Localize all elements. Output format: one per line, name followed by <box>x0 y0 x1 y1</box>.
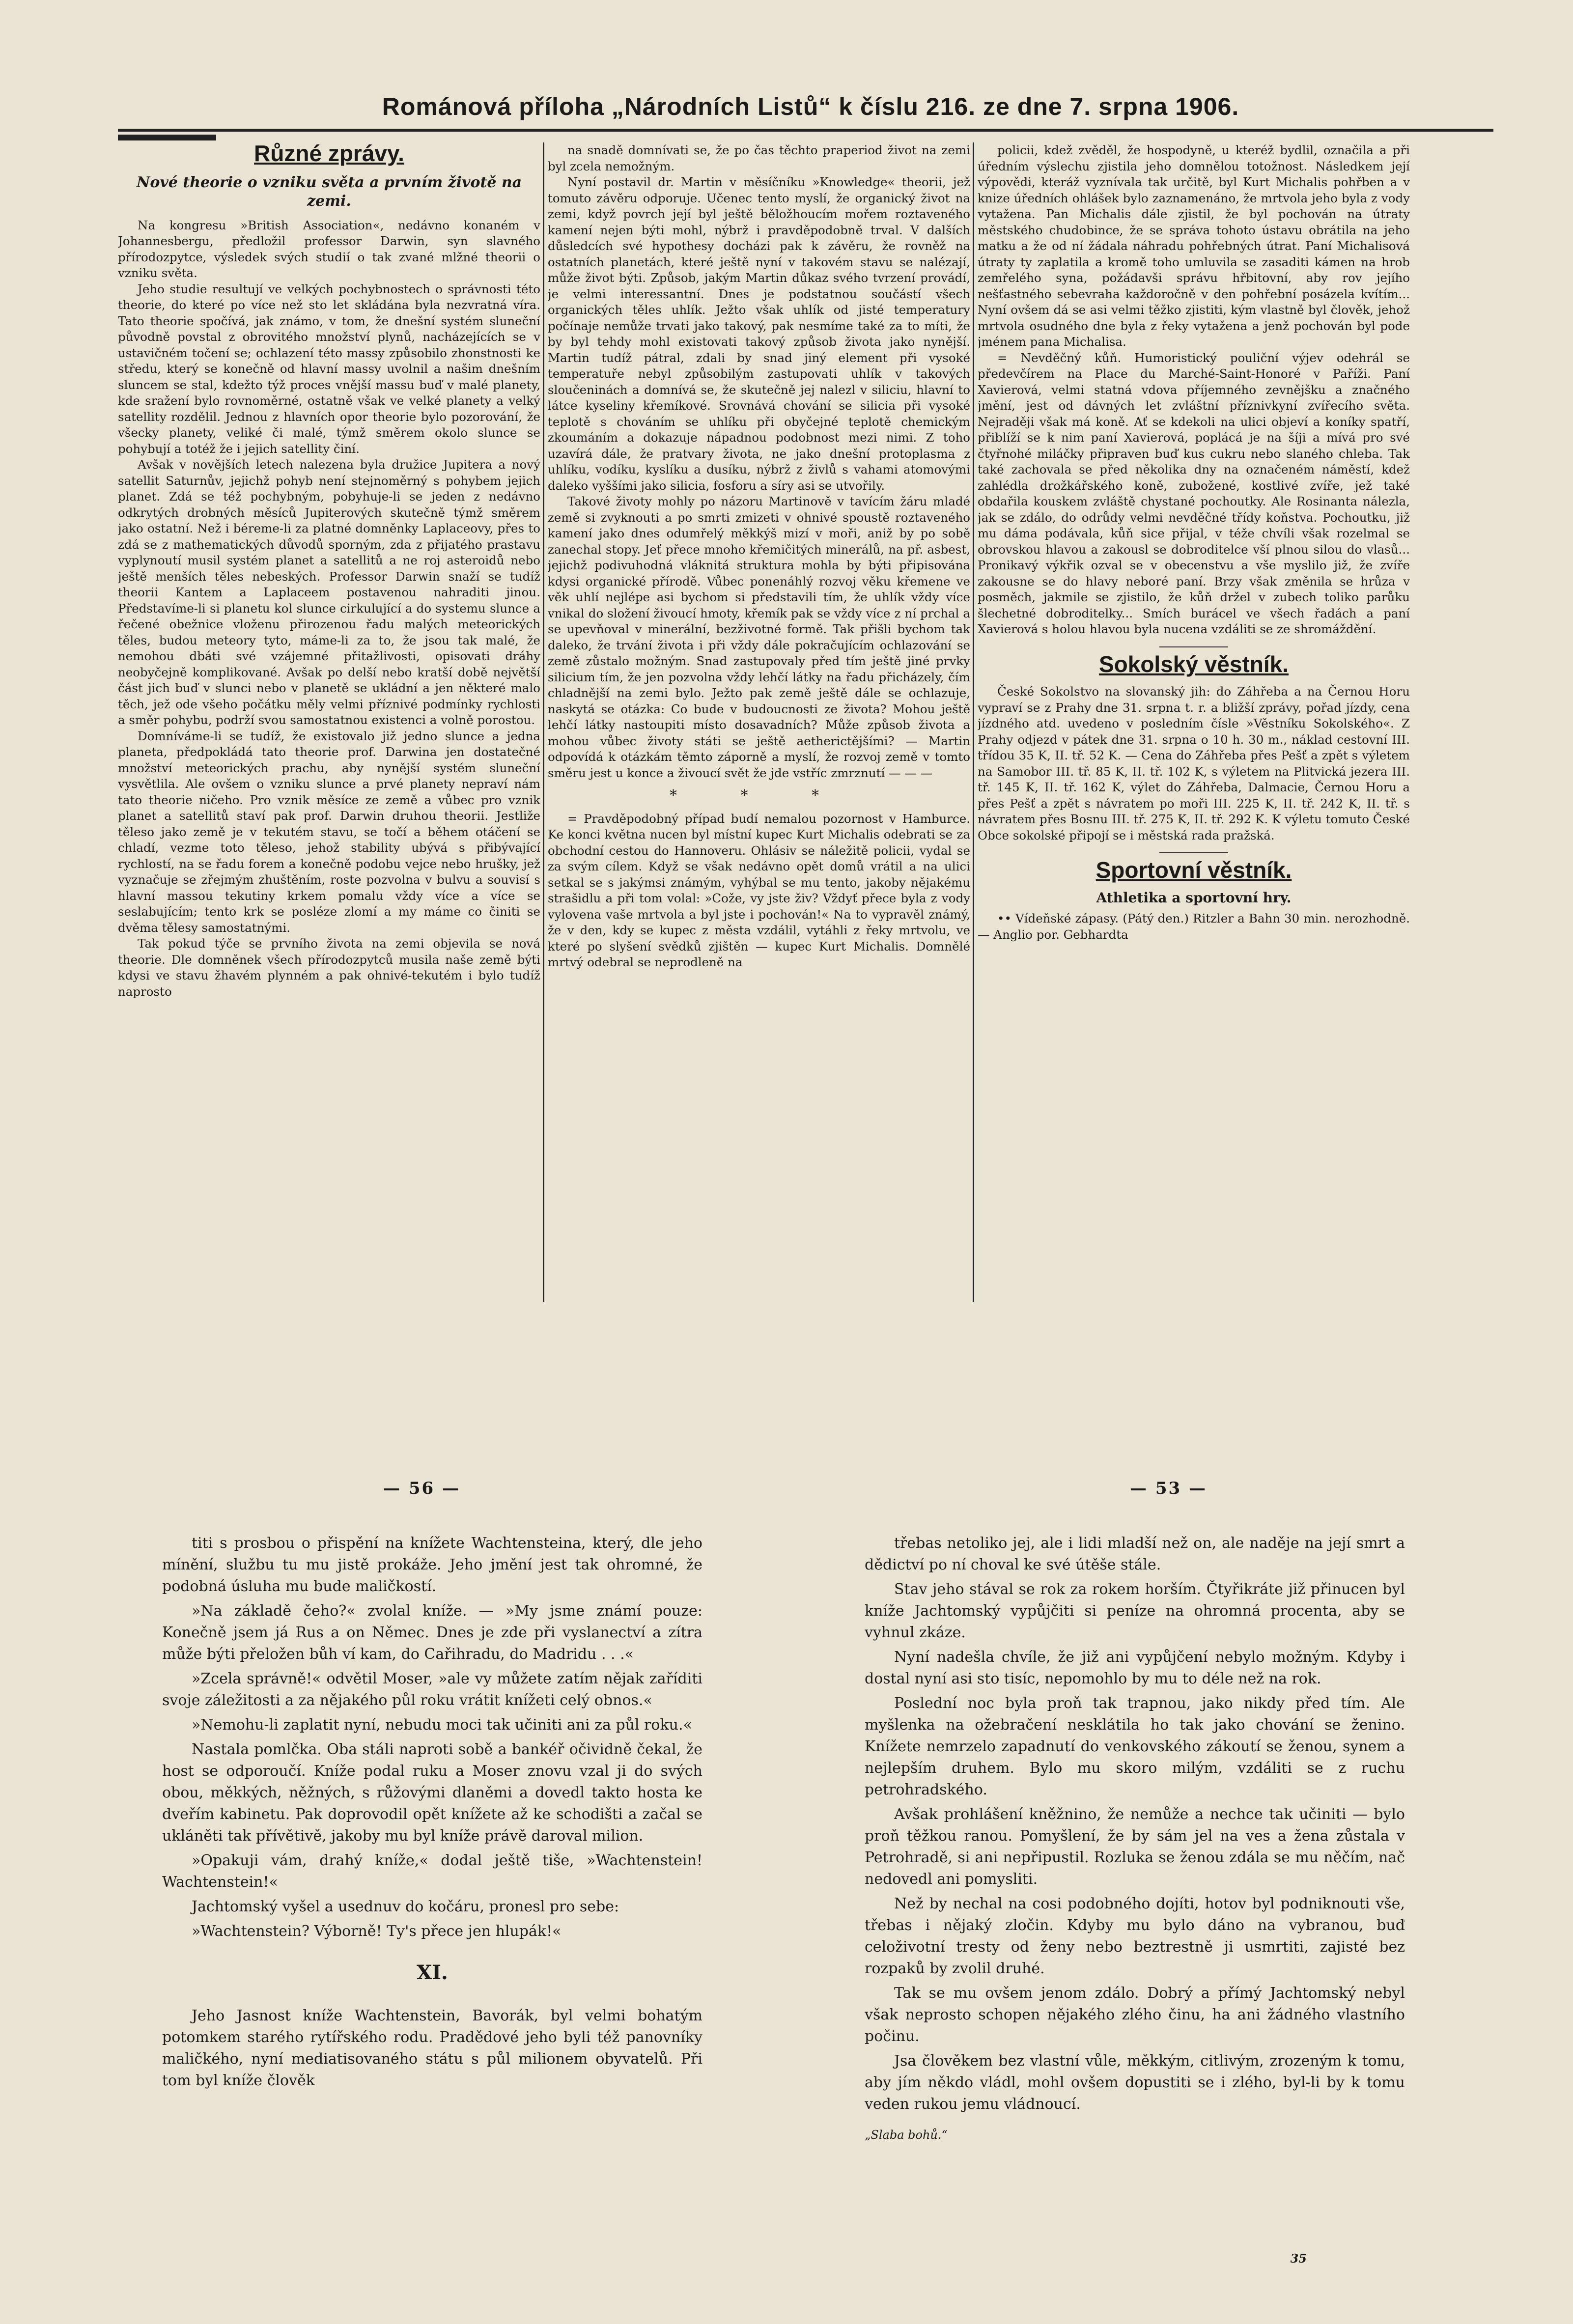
paragraph: Avšak prohlášení kněžnino, že nemůže a nechce tak učiniti — bylo proň těžkou ranou. Pomyšlení, že by sám jel na ves a žena zůstala v Petrohradě, si ani nepřipustil. Rozluka se ženou zdála se mu něčím, nač nedovedl ani pomysliti. <box>865 1806 1405 1888</box>
section-title-ruzne-zpravy: Různé zprávy. <box>254 142 404 166</box>
paragraph: Stav jeho stával se rok za rokem horším. Čtyřikráte již přinucen byl kníže Jachtomský vypůjčiti si peníze na ohromná procenta, aby se vyhnul zkáze. <box>865 1581 1405 1641</box>
paragraph: na snadě domnívati se, že po čas těchto praperiod život na zemi byl zcela nemožným. <box>548 143 970 173</box>
paragraph: třebas netoliko jej, ale i lidi mladší než on, ale naděje na její smrt a dědictví po ní choval ke své útěše stále. <box>865 1535 1405 1573</box>
separator-rule <box>1159 852 1228 853</box>
paragraph: Avšak v novějších letech nalezena byla družice Jupitera a nový satellit Saturnův, jejichž pohyb není stejnoměrný s pohybem jejich planet. Zdá se též pochybným, pobyhuje-li se jeden z nedávno odkrytých drobných měsíců Jupiterových skutečně týmž směrem jako ostatní. Než i béreme-li za platné domněnky Laplaceovy, přes to zdá se z mathematických důvodů sporným, zda z přijatého prastavu vyplynoutí musil systém planet a satellitů a ne roj asteroidů nebo ještě menších těles nebeských. Professor Darwin snaží se tudíž theorii Kantem a Laplaceem postavenou nahraditi jinou. Představíme-li si planetu kol slunce cirkulující a do systemu slunce a řečené obežnice vloženu přirozenou řadu malých meteorických těles, budou meteory tyto, máme-li za to, že jsou tak malé, že nemohou dbáti své vzájemné přitažlivosti, opisovati dráhy neobyčejně komplikované. Avšak po delší nebo kratší době největší část jich buď v slunci nebo v planetě se ukládní a jen některé malo těch, jež ode všeho počátku měly velmi příznivé podmínky rychlosti a směr pohybu, podrží svou samostatnou existenci a volně porostou. <box>118 457 540 727</box>
page-number-left: — 56 — <box>383 1479 460 1498</box>
paragraph: Jeho Jasnost kníže Wachtenstein, Bavorák, byl velmi bohatým potomkem starého rytířského rodu. Pradědové jeho byli též panovníky maličkého, nyní mediatisovaného státu s půl milionem obyvatelů. Při tom byl kníže člověk <box>162 2007 702 2089</box>
paragraph: Na kongresu »British Association«, nedávno konaném v Johannesbergu, předložil professor Darwin, syn slavného přírodozpytce, výsledek svých studií o tak zvané mlžné theorii o vzniku světa. <box>118 218 540 280</box>
footer-title: „Slaba bohů.“ <box>865 2128 948 2142</box>
paragraph: »Zcela správně!« odvětil Moser, »ale vy můžete zatím nějak zaříditi svoje záležitosti a za nějakého půl roku vrátit knížeti celý obnos.« <box>162 1670 702 1709</box>
article-title: Nové theorie o vzniku světa a prvním životě na zemi. <box>136 173 522 210</box>
novel-page-left <box>162 1533 702 2269</box>
paragraph: Takové životy mohly po názoru Martinově v tavícím žáru mladé země si zvyknouti a po smrti zmizeti v ohnivé spoustě roztaveného kamení jako dnes odumřelý měkkýš mizí v moři, aniž by po sobě zanechal stopy. Jeť přece mnoho křemičitých minerálů, na př. asbest, jejichž podivuhodná vláknitá struktura mohla by býti připisována kdysi organické přírodě. Vůbec ponenáhlý rozvoj věku křemene ve věk uhlí nejlépe asi bychom si představili tím, že uhlík vždy více vnikal do složení živoucí hmoty, křemík pak se vždy více z ní prchal a se upevňoval v minerální, bezživotné formě. Tak přišli bychom tak daleko, že trvání života i při vždy dále pokračujícím ochlazování se země zůstalo možným. Snad zastupovaly před tím ještě jiné prvky silicium tím, že jen pozvolna vždy lehčí látky na řadu přicházely, čím chladnější na zemi bylo. Ježto pak země ještě dále se ochlazuje, naskytá se otázka: Co bude v budoucnosti ze života? Mohou ještě lehčí látky nastoupiti místo dosavadních? Může způsob života a mohou vůbec životy státi se ještě aetherictějšími? — Martin odpovídá k otázkám těmto záporně a myslí, že rozvoj země v tomto směru jest u konce a živoucí svět že jde vstříc zmrznutí — — — <box>548 494 970 780</box>
paragraph: Jachtomský vyšel a usednuv do kočáru, pronesl pro sebe: <box>192 1898 619 1915</box>
paragraph: •• Vídeňské zápasy. (Pátý den.) Ritzler a Bahn 30 min. nerozhodně. — Anglio por. Gebhardta <box>978 911 1410 942</box>
paragraph: titi s prosbou o přispění na knížete Wachtensteina, který, dle jeho mínění, službu tu mu jistě prokáže. Jeho jmění jest tak ohromné, že podobná úsluha mu bude maličkostí. <box>162 1535 702 1595</box>
paragraph: Jeho studie resultují ve velkých pochybnostech o správnosti této theorie, do které po více než sto let skládána byla nezvratná víra. Tato theorie spočívá, jak známo, v tom, že dnešní systém sluneční původně povstal z obrovitého množství plynů, nacházejících se v ustavičném točení se; ochlazení této massy způsobilo zhonstnosti ke středu, který se konečně od hlavní massy uvolnil a našim dnešním sluncem se stal, kdežto týž proces vnější massu buď v malé planety, kde sražení bylo rovnoměrné, ostatně však ve velké planety a velký satellity rozdělil. Jednou z hlavních opor theorie bylo pozorování, že všecky planety, veliké či malé, týmž směrem okolo slunce se pohybují a totéž že i jejich satellity činí. <box>118 281 540 456</box>
paragraph: Nyní nadešla chvíle, že již ani vypůjčení nebylo možným. Kdyby i dostal nyní asi sto tisíc, nepomohlo by mu to déle než na rok. <box>865 1649 1405 1687</box>
chapter-heading: XI. <box>417 1961 448 1984</box>
paragraph: Jsa člověkem bez vlastní vůle, měkkým, citlivým, zrozeným k tomu, aby jím někdo vládl, mohl ovšem dopustiti se i zlého, byl-li by k tomu veden rukou jemu vládnoucí. <box>865 2052 1405 2113</box>
paragraph: Poslední noc byla proň tak trapnou, jako nikdy před tím. Ale myšlenka na ožebračení nesklátila ho tak jako chování se ženino. Knížete nemrzelo zapadnutí do venkovského zákoutí se ženou, synem a nejlepším druhem. Bylo mu skoro milým, vzdáliti se z ruchu petrohradského. <box>865 1695 1405 1798</box>
paragraph: = Pravděpodobný případ budí nemalou pozornost v Hamburce. Ke konci května nucen byl místní kupec Kurt Michalis odebrati se za obchodní cestou do Hannoveru. Ohlásiv se náležitě policii, vydal se za svým cílem. Když se však nedávno opět domů vrátil a na ulici setkal se s jakýmsi známým, vyhýbal se mu tento, jakoby nějakému strašidlu a při tom volal: »Cože, vy jste živ? Vždyť přece byla z vody vylovena vaše mrtvola a byl jste i pochován!« Na to vypravěl známý, že v den, kdy se kupec z města vzdálil, vytáhli z řeky mrtvolu, ve které po slyšení svědků zjištěn — kupec Kurt Michalis. Domnělé mrtvý odebral se neprodleně na <box>548 811 970 969</box>
page-footer <box>865 2124 1405 2266</box>
paragraph: České Sokolstvo na slovanský jih: do Záhřeba a na Černou Horu vypraví se z Prahy dne 31. srpna t. r. a bližší zprávy, pořad jízdy, cena jízdného atd. uvedeno v posledním čísle »Věstníku Sokolského«. Z Prahy odjezd v pátek dne 31. srpna o 10 h. 30 m., náklad cestovní III. třídou 35 K, II. tř. 52 K. — Cena do Záhřeba přes Pešť a zpět s výletem na Samobor III. tř. 85 K, II. tř. 102 K, s výletem na Plitvická jezera III. tř. 145 K, II. tř. 162 K, výlet do Záhřeba, Dalmacie, Černou Horu a přes Pešť a zpět s návratem po moři III. 225 K, II. tř. 242 K, II. tř. s návratem přes Bosnu III. tř. 275 K, II. tř. 292 K. K výletu tomuto České Obce sokolské připojí se i městská rada pražská. <box>978 684 1410 842</box>
paragraph: Nyní postavil dr. Martin v měsíčníku »Knowledge« theorii, jež tomuto závěru odporuje. Učenec tento myslí, že organický život na zemi, když povrch její byl ještě běložhoucím mořem roztaveného kamení nejen býti mohl, nýbrž i pravděpodobně trval. V dalších důsledcích své hypothesy docházi pak k závěru, že rovněž na ostatních planetách, které ještě nyní v takovém stavu se nalézají, může život býti. Způsob, jakým Martin důkaz svého tvrzení provádí, je velmi interessantní. Dnes je podstatnou součástí všech organických těles uhlík. Ježto však uhlík od jisté temperatury počínaje nemůže trvati jako takový, pak nesmíme také za to míti, že by byl tehdy mohl existovati takový způsob života jako nynější. Martin tudíž pátral, zdali by snad jiný element při vysoké temperatuře nebyl způsobilým zastupovati uhlík v takových sloučeninách a domnívá se, že skutečně jej nalezl v siliciu, hlavní to látce kyseliny křemíkové. Srovnává chování se silicia při vysoké teplotě s chováním se uhlíku při obyčejné teplotě chemickým zkoumáním a dokazuje nápadnou podobnost mezi nimi. Z toho uzavírá dále, že pratvary života, ne jako dnešní protoplasma z uhlíku, vodíku, kyslíku a dusíku, nýbrž z živlů s vahami atomovými daleko vyššími jako silicia, fosforu a síry asi se utvořily. <box>548 175 970 493</box>
paragraph: policii, kdež zvěděl, že hospodyně, u kteréž bydlil, označila a při úředním výslechu zjistila jeho domnělou totožnost. Následkem její výpovědi, kteráž vyznívala tak určitě, byl Kurt Michalis pohřben a v knize úředních ohlášek bylo zaznamenáno, že mrtvola jeho byla z vody vytažena. Pan Michalis dále zjistil, že byl pochován na útraty městského chudobince, že se správa tohoto ústavu obrátila na jeho matku a že od ní žádala náhradu pohřebných útrat. Paní Michalisová útraty ty zaplatila a kromě toho umluvila se zasaditi kámen na hrob zemřelého syna, požádavši správu hřbitovní, aby rov jejího nešťastného sebevraha každoročně v den pohřební posázela kvítím... Nyní ovšem dá se asi velmi těžko zjistiti, kým vlastně byl člověk, jehož mrtvola osudného dne byla z řeky vytažena a jenž pochován byl pode jménem pana Michalisa. <box>978 143 1410 349</box>
column-divider-2 <box>973 142 974 1302</box>
column-1 <box>118 142 540 1302</box>
paragraph: »Wachtenstein? Výborně! Ty's přece jen hlupák!« <box>192 1923 562 1940</box>
page-number-right: — 53 — <box>1130 1479 1207 1498</box>
sport-subtitle: Athletika a sportovní hry. <box>1096 889 1292 906</box>
paragraph: = Nevděčný kůň. Humoristický pouliční výjev odehrál se předevčírem na Place du Marché-Saint-Honoré v Paříži. Paní Xavierová, velmi statná vdova příjemného zevnějšku a značného jmění, jest od dávných let zvláštní příznivkyní zvířecího světa. Nejraději však má koně. Ať se kdekoli na ulici objeví a koníky spatří, přiblíží se k nim paní Xavierová, poplácá je na šíji a mívá pro své čtyřnohé miláčky připraven buď kus cukru nebo slaného chleba. Tak také zachovala se před několika dny na označeném náměstí, kdež zahlédla drožkářského koně, zubožené, kostlivé zvíře, jež také obdařila kouskem zvláště chystané pochoutky. Ale Rosinanta nálezla, jak se zdálo, do odrůdy velmi nevděčné třídy koňstva. Pochoutku, již mu dáma podávala, kůň sice přijal, v téže chvíli však rozelmal se obrovskou hlavou a zakousl se dobroditelce vší plnou silou do vlasů... Pronikavý výkřik ozval se v obecenstvu a vše myslilo již, že zvíře zakousne se do hlavy neboré paní. Brzy však změnila se hrůza v posměch, jakmile se zjistilo, že kůň držel v zubech toliko parůku šlechetné dobroditelky... Smích burácel ve všech řadách a paní Xavierová s holou hlavou byla nucena vzdáliti se ze shromáždění. <box>978 350 1410 636</box>
column-3 <box>978 142 1410 1302</box>
section-title-sokolsky-vestnik: Sokolský věstník. <box>1098 651 1289 677</box>
paragraph: Tak pokud týče se prvního života na zemi objevila se nová theorie. Dle domněnek všech přírodozpytců musila naše země býti kdysi ve stavu žhavém plynném a pak ohnivé-tekutém i bylo tudíž naprosto <box>118 936 540 999</box>
header-rule <box>118 129 1493 132</box>
paragraph: »Opakuji vám, drahý kníže,« dodal ještě tiše, »Wachtenstein! Wachtenstein!« <box>162 1852 702 1891</box>
section-title-sportovni-vestnik: Sportovní věstník. <box>1095 857 1292 883</box>
paragraph: »Nemohu-li zaplatit nyní, nebudu moci tak učiniti ani za půl roku.« <box>192 1716 692 1734</box>
header-thick-rule <box>118 135 216 140</box>
column-divider-1 <box>543 142 544 1302</box>
separator-rule <box>1159 646 1228 647</box>
footer-sheet-number: 35 <box>1290 2251 1307 2266</box>
paragraph: Nastala pomlčka. Oba stáli naproti sobě a bankéř očividně čekal, že host se odporoučí. Kníže podal ruku a Moser znovu vzal ji do svých obou, měkkých, něžných, s růžovými dlaněmi a dovedl takto hosta ke dveřím kabinetu. Pak doprovodil opět knížete až ke schodišti a začal se ukláněti tak přívětivě, jakoby mu byl kníže právě daroval milion. <box>162 1741 702 1845</box>
paragraph: Tak se mu ovšem jenom zdálo. Dobrý a přímý Jachtomský nebyl však neprosto schopen nějakého zlého činu, ha ani žádného vlastního počinu. <box>865 1985 1405 2045</box>
paragraph: »Na základě čeho?« zvolal kníže. — »My jsme známí pouze: Konečně jsem já Rus a on Němec. Dnes je zde při vyslanectví a zítra může býti přeložen bůh ví kam, do Cařihradu, do Madridu . . .« <box>162 1602 702 1663</box>
column-2 <box>548 142 970 1302</box>
section-separator-stars: * * * <box>669 787 849 804</box>
novel-page-right <box>865 1533 1405 2269</box>
paragraph: Než by nechal na cosi podobného dojíti, hotov byl podniknouti vše, třebas i nějaký zločin. Kdyby mu bylo dáno na vybranou, buď celoživotní tresty od ženy nebo beztrestně ji usmrtiti, zajisté bez rozpaků by zvolil druhé. <box>865 1895 1405 1977</box>
page-header: Románová příloha „Národních Listů“ k číslu 216. ze dne 7. srpna 1906. <box>382 93 1239 120</box>
paragraph: Domníváme-li se tudíž, že existovalo již jedno slunce a jedna planeta, předpokládá tato theorie prof. Darwina jen dostatečné množství meteorických prachu, aby nynější systém sluneční vysvětlila. Ale ovšem o vzniku slunce a prvé planety nepraví nám tato theorie ničeho. Pro vznik měsíce ze země a vůbec pro vznik planet a satellitů staví pak prof. Darwin druhou theorii. Jestliže těleso jako země je v tekutém stavu, se točí a během otáčení se chladí, vezme toto těleso, jehož stability ubývá s přibývající rychlostí, na se řadu forem a konečně podobu vejce nebo hrušky, jež vyznačuje se zřejmým zhuštěním, roste pozvolna v bulvu a souvisí s hlavní massou tekutiny krkem pomalu vždy více a více se seslabujícím; tento krk se posléze zlomí a my máme co činiti se dvěma tělesy samostatnými. <box>118 728 540 935</box>
